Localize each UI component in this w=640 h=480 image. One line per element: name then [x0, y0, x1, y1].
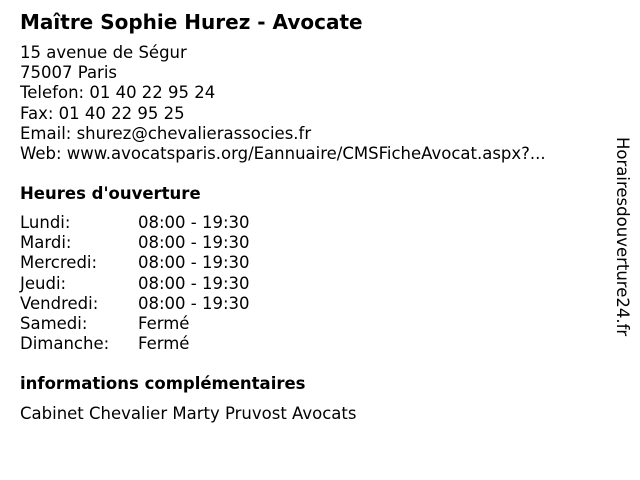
hours-row [20, 274, 340, 294]
day-label: Vendredi: [20, 293, 99, 313]
hours-table [20, 213, 340, 354]
hours-row [20, 233, 340, 253]
hours-row [20, 213, 340, 233]
time-value: 08:00 - 19:30 [138, 273, 250, 293]
time-value: 08:00 - 19:30 [138, 253, 250, 273]
address-city: 75007 Paris [20, 63, 118, 83]
address-street: 15 avenue de Ségur [20, 43, 187, 62]
day-label: Dimanche: [20, 334, 110, 354]
hours-row [20, 253, 340, 273]
contact-block [20, 43, 546, 164]
hours-row [20, 314, 340, 334]
time-value: 08:00 - 19:30 [138, 213, 250, 232]
day-label: Mercredi: [20, 253, 98, 273]
day-label: Mardi: [20, 233, 72, 253]
watermark [612, 137, 632, 343]
page-title: Maître Sophie Hurez - Avocate [20, 10, 363, 34]
watermark-text: Horairesdouverture24.fr [613, 137, 632, 337]
fax-line: Fax: 01 40 22 95 25 [20, 103, 185, 123]
extra-info-heading: informations complémentaires [20, 374, 306, 393]
hours-row [20, 334, 340, 354]
day-label: Lundi: [20, 213, 71, 232]
time-value: Fermé [138, 334, 190, 354]
day-label: Samedi: [20, 313, 88, 333]
day-label: Jeudi: [20, 273, 67, 293]
web-line[interactable]: Web: www.avocatsparis.org/Eannuaire/CMSFicheAvocat.aspx?... [20, 143, 546, 163]
time-value: Fermé [138, 313, 190, 333]
hours-row [20, 294, 340, 314]
time-value: 08:00 - 19:30 [138, 233, 250, 253]
phone-line[interactable]: Telefon: 01 40 22 95 24 [20, 83, 216, 103]
time-value: 08:00 - 19:30 [138, 293, 250, 313]
hours-heading: Heures d'ouverture [20, 184, 201, 203]
email-line[interactable]: Email: shurez@chevalierassocies.fr [20, 123, 312, 143]
extra-info-text: Cabinet Chevalier Marty Pruvost Avocats [20, 404, 357, 423]
